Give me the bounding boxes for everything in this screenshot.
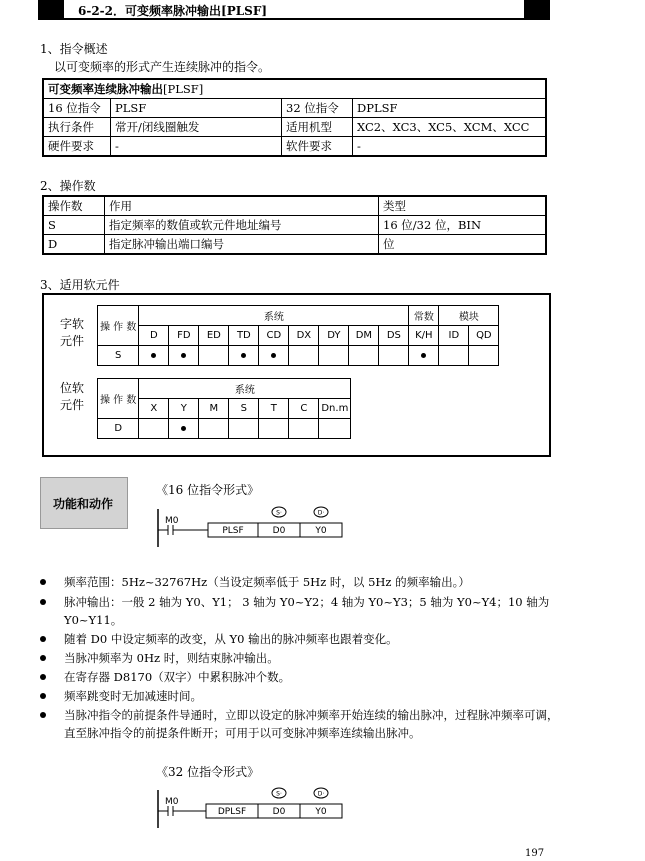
list-item (40, 573, 560, 591)
sec2-heading: 2、操作数 (40, 179, 96, 193)
device-cell (229, 419, 259, 439)
device-cell (409, 346, 439, 366)
device-cell (289, 419, 319, 439)
word-col-header: TD (229, 326, 259, 346)
bit-col-header: T (259, 399, 289, 419)
bit-col-header: C (289, 399, 319, 419)
list-item (40, 649, 560, 667)
word-col-header: FD (169, 326, 199, 346)
supported-dot-icon (151, 353, 156, 358)
instruction-overview-table (42, 78, 547, 157)
sec3-heading: 3、适用软元件 (40, 278, 120, 292)
word-col-header: ID (439, 326, 469, 346)
bullet-text: 频率范围：5Hz~32767Hz（当设定频率低于 5Hz 时，以 5Hz 的频率输出。） (64, 575, 470, 589)
bullet-text: 在寄存器 D8170（双字）中累积脉冲个数。 (64, 670, 291, 684)
tag-s: S· (276, 790, 282, 798)
device-cell (259, 419, 289, 439)
bullet-text: 随着 D0 中设定频率的改变，从 Y0 输出的脉冲频率也跟着变化。 (64, 632, 398, 646)
word-col-header: DM (349, 326, 379, 346)
tag-d: D· (317, 509, 325, 517)
device-cell (349, 346, 379, 366)
ladder-diagram-16 (150, 503, 350, 549)
group-system: 系统 (139, 306, 409, 326)
list-item (40, 630, 560, 648)
sec1-heading: 1、指令概述 (40, 42, 108, 56)
device-cell (169, 419, 199, 439)
function-label-box: 功能和动作 (40, 477, 128, 529)
bullet-text: 脉冲输出：一般 2 轴为 Y0、Y1； 3 轴为 Y0~Y2；4 轴为 Y0~Y3；5 轴为 Y0~Y4；10 轴为 Y0~Y11。 (64, 595, 550, 627)
supported-dot-icon (241, 353, 246, 358)
tag-s: S· (276, 509, 282, 517)
instr-label: DPLSF (217, 807, 247, 817)
device-cell (229, 346, 259, 366)
contact-label: M0 (165, 797, 179, 807)
bit-col-header: M (199, 399, 229, 419)
bullet-icon (40, 655, 46, 661)
operands-table (42, 195, 547, 255)
device-cell (379, 346, 409, 366)
device-cell (319, 346, 349, 366)
operand-d: Y0 (315, 807, 327, 817)
supported-dot-icon (421, 353, 426, 358)
page-number: 197 (525, 848, 545, 859)
device-cell (289, 346, 319, 366)
ladder-diagram-32 (150, 784, 350, 830)
instr-label: PLSF (222, 526, 244, 536)
group-const: 常数 (409, 306, 439, 326)
device-cell (439, 346, 469, 366)
operand-d: Y0 (315, 526, 327, 536)
header-left-block (40, 0, 64, 18)
bit-devices-label: 位软元件 (60, 381, 85, 412)
list-item (40, 687, 560, 705)
word-devices-label: 字软元件 (60, 317, 85, 348)
word-col-header: DS (379, 326, 409, 346)
op-label: 操 作 数 (98, 379, 139, 419)
bit-col-header: Y (169, 399, 199, 419)
word-col-header: D (139, 326, 169, 346)
operand-s: D0 (272, 526, 286, 536)
bullet-icon (40, 693, 46, 699)
bit-col-header: Dn.m (319, 399, 351, 419)
bit-col-header: S (229, 399, 259, 419)
table-row: 16 位指令 PLSF 32 位指令 DPLSF (43, 99, 546, 118)
supported-dot-icon (181, 426, 186, 431)
word-col-header: DX (289, 326, 319, 346)
device-cell (139, 419, 169, 439)
header-right-block (524, 0, 548, 18)
table-row: 执行条件 常开/闭线圈触发 适用机型 XC2、XC3、XC5、XCM、XCC (43, 118, 546, 137)
form32-label: 《32 位指令形式》 (156, 765, 260, 779)
device-cell (469, 346, 499, 366)
table-row: S 指定频率的数值或软元件地址编号 16 位/32 位，BIN (43, 216, 546, 235)
op-label: 操 作 数 (98, 306, 139, 346)
list-item (40, 668, 560, 686)
device-cell (259, 346, 289, 366)
contact-label: M0 (165, 516, 179, 526)
word-col-header: CD (259, 326, 289, 346)
word-col-header: ED (199, 326, 229, 346)
group-module: 模块 (439, 306, 499, 326)
bullet-icon (40, 636, 46, 642)
sec1-desc: 以可变频率的形式产生连续脉冲的指令。 (54, 60, 271, 74)
word-col-header: QD (469, 326, 499, 346)
bullet-icon (40, 712, 46, 718)
bit-col-header: X (139, 399, 169, 419)
bullet-icon (40, 579, 46, 585)
table-row: D 指定脉冲输出端口编号 位 (43, 235, 546, 255)
list-item (40, 706, 560, 742)
form16-label: 《16 位指令形式》 (156, 483, 260, 497)
device-cell (319, 419, 351, 439)
word-col-header: DY (319, 326, 349, 346)
device-cell (139, 346, 169, 366)
group-system: 系统 (139, 379, 351, 399)
bullet-text: 频率跳变时无加减速时间。 (64, 689, 202, 703)
list-item (40, 593, 560, 629)
device-cell (199, 419, 229, 439)
section-title: 6-2-2．可变频率脉冲输出[PLSF] (78, 4, 268, 18)
row-label: D (98, 419, 139, 439)
bullet-text: 当脉冲频率为 0Hz 时，则结束脉冲输出。 (64, 651, 279, 665)
table-row: 硬件要求 - 软件要求 - (43, 137, 546, 157)
bullet-icon (40, 599, 46, 605)
device-cell (169, 346, 199, 366)
supported-dot-icon (271, 353, 276, 358)
operand-s: D0 (272, 807, 286, 817)
table-title: 可变频率连续脉冲输出[PLSF] (43, 79, 546, 99)
tag-d: D· (317, 790, 325, 798)
word-devices-table (97, 305, 499, 366)
bullet-text: 当脉冲指令的前提条件导通时，立即以设定的脉冲频率开始连续的输出脉冲，过程脉冲频率可调，直至脉冲指令的前提条件断开；可用于以可变脉冲频率连续输出脉冲。 (64, 708, 559, 740)
table-header-row: 操作数 作用 类型 (43, 196, 546, 216)
word-col-header: K/H (409, 326, 439, 346)
bit-devices-table (97, 378, 351, 439)
bullet-icon (40, 674, 46, 680)
device-cell (199, 346, 229, 366)
section-header (38, 0, 550, 20)
row-label: S (98, 346, 139, 366)
supported-dot-icon (181, 353, 186, 358)
